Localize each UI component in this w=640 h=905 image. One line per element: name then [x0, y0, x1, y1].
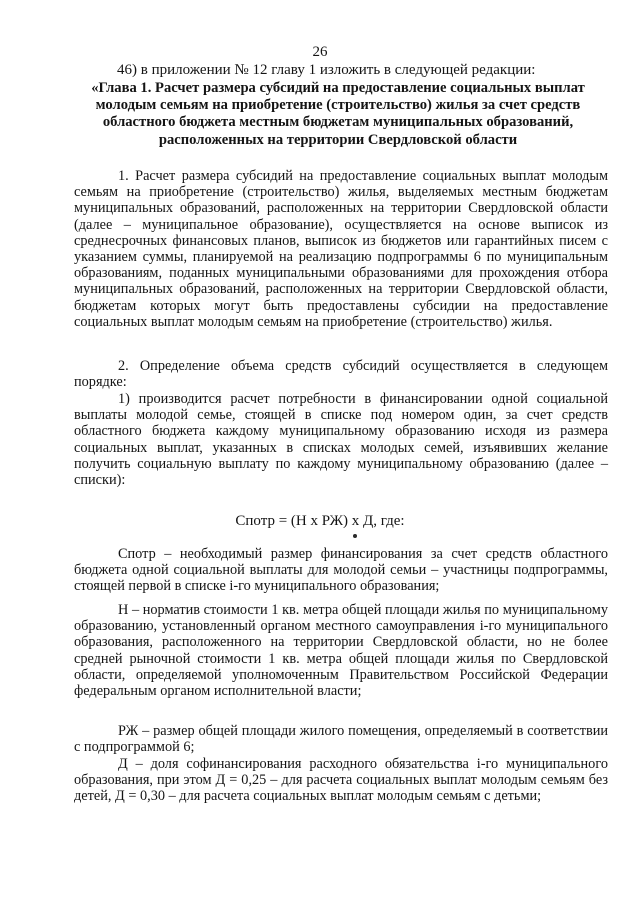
definition-rzh: РЖ – размер общей площади жилого помещения, определяемый в соответствии с подпрограммой 6;: [74, 723, 608, 756]
definition-d: Д – доля софинансирования расходного обязательства i-го муниципального образования, при этом Д = 0,25 – для расчета социальных выплат молодым семьям без детей, Д = 0,30 – для расчета социальных выплат молодым семьям с детьми;: [74, 756, 608, 805]
paragraph-2-item-1: 1) производится расчет потребности в финансировании одной социальной выплаты молодой семье, стоящей в списке под номером один, за счет средств областного бюджета каждому муниципальному образованию исходя из размера социальных выплат, указанных в списках молодых семей, изъявивших желание получить социальную выплату по каждому муниципальному образованию (далее – списки):: [74, 391, 608, 489]
paragraph-2: 2. Определение объема средств субсидий осуществляется в следующем порядке:: [74, 358, 608, 391]
amendment-intro: 46) в приложении № 12 главу 1 изложить в следующей редакции:: [117, 62, 536, 78]
paragraph-1: 1. Расчет размера субсидий на предоставление социальных выплат молодым семьям на приобретение (строительство) жилья, выделяемых местным бюджетам муниципальных образований, расположенных на территории Свердловской области (далее – муниципальное образование), осуществляется на основе выписок из среднесрочных финансовых планов, выписок из бюджетов или гарантийных писем с указанием суммы, планируемой на реализацию подпрограммы 6 по муниципальным образованиям, поданных муниципальными образованиями для прохождения отбора муниципальных образований, расположенных на территории Свердловской области, бюджетам которых могут быть предоставлены субсидии на предоставление социальных выплат молодым семьям на приобретение (строительство) жилья.: [74, 168, 608, 330]
page-number: 26: [312, 44, 328, 60]
definition-n: Н – норматив стоимости 1 кв. метра общей площади жилья по муниципальному образованию, установленный органом местного самоуправления i-го муниципального образования, расположенного на территории Свердловской области, но не более средней рыночной стоимости 1 кв. метра общей площади жилья по Свердловской области, определяемой уполномоченным Правительством Российской Федерации федеральным органом исполнительной власти;: [74, 602, 608, 700]
formula: Спотр = (Н х РЖ) х Д, где:: [235, 513, 405, 529]
definition-spotr: Спотр – необходимый размер финансирования за счет средств областного бюджета одной социальной выплаты для молодой семьи – участницы подпрограммы, стоящей первой в списке i-го муниципального образования;: [74, 546, 608, 595]
chapter-heading: «Глава 1. Расчет размера субсидий на предоставление социальных выплат молодым семьям на приобретение (строительство) жилья за счет средств областного бюджета местным бюджетам муниципальных образований, расположенных на территории Свердловской области: [91, 80, 585, 148]
scan-speck: [353, 534, 357, 538]
